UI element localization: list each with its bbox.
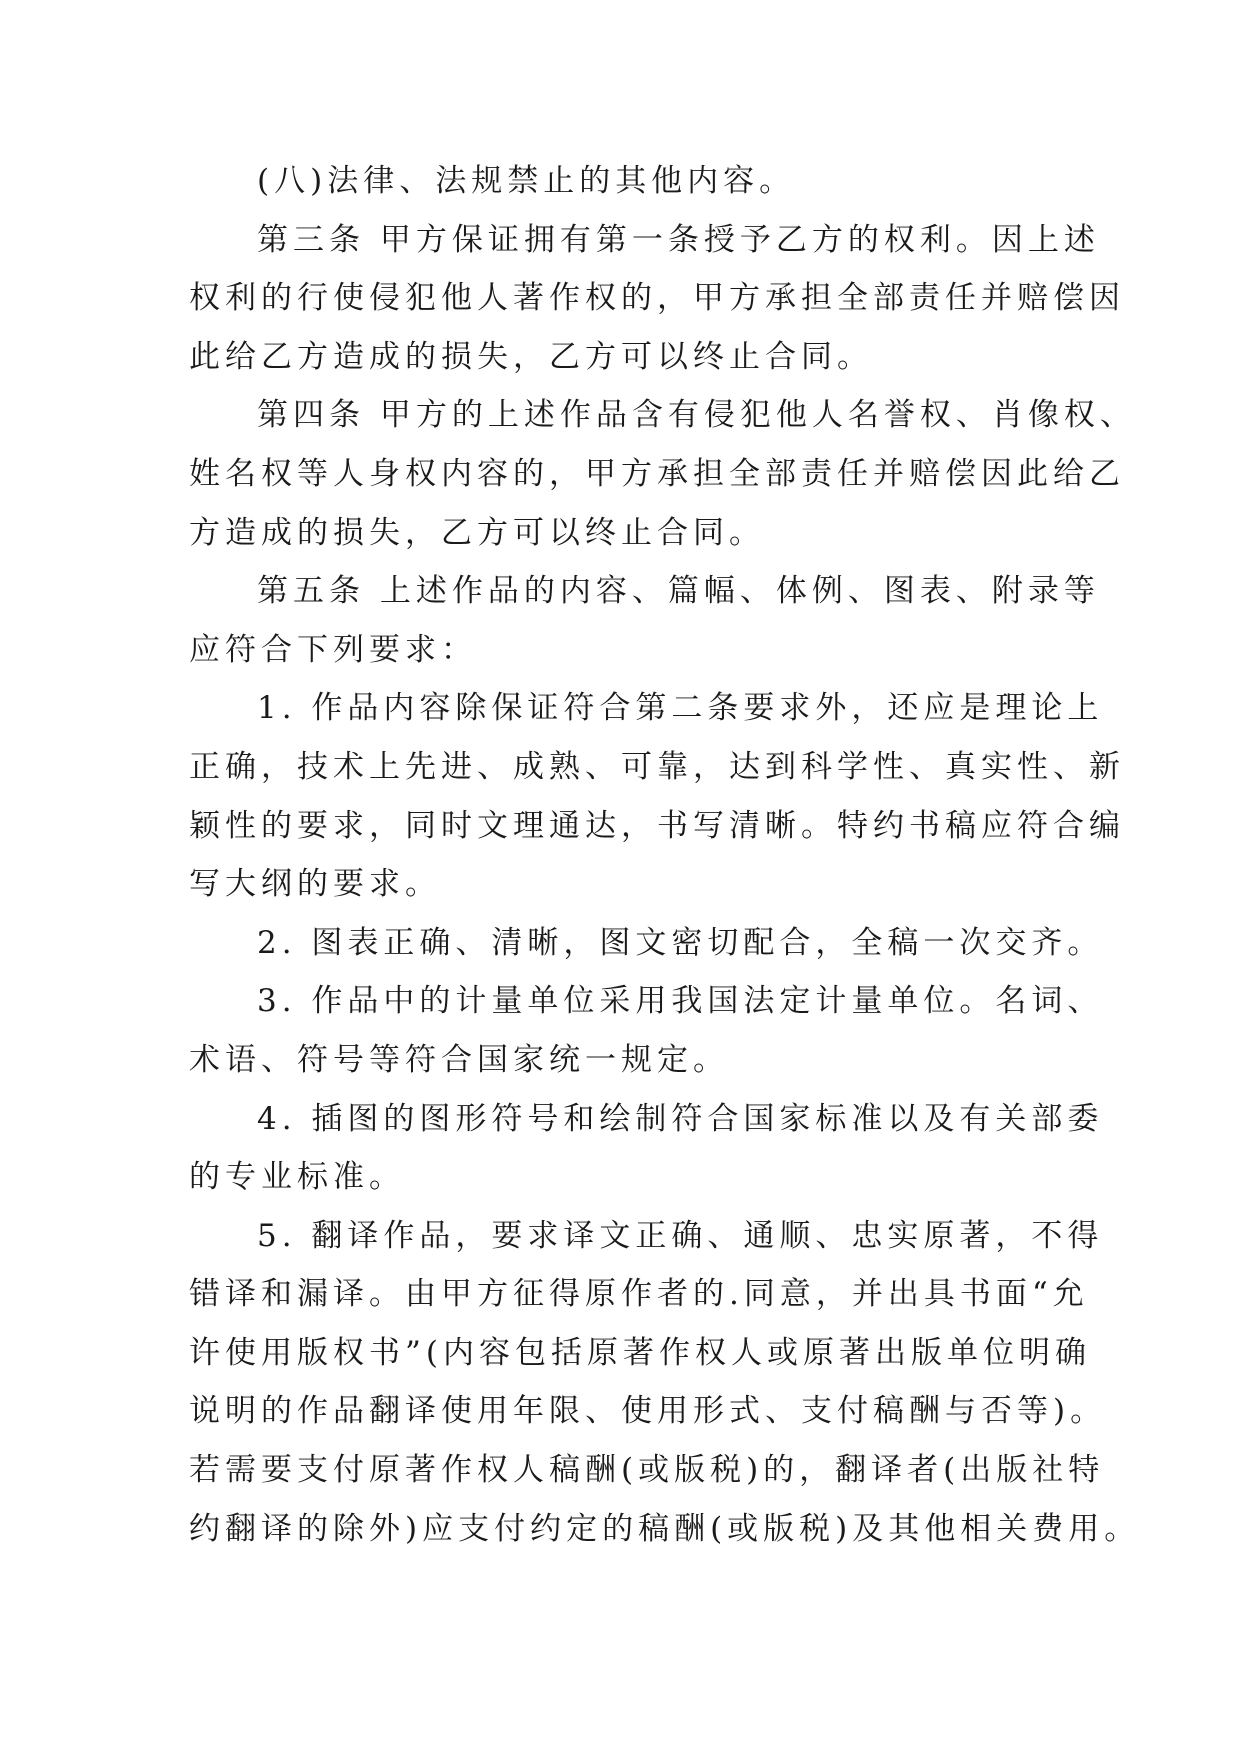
text-line: 术语、符号等符合国家统一规定。 bbox=[189, 1041, 729, 1078]
text-line: 第四条 甲方的上述作品含有侵犯他人名誉权、肖像权、 bbox=[257, 397, 1136, 434]
text-line: 错译和漏译。由甲方征得原作者的.同意，并出具书面“允 bbox=[189, 1276, 1089, 1313]
text-line: (八)法律、法规禁止的其他内容。 bbox=[257, 163, 796, 199]
text-line: 5. 翻译作品，要求译文正确、通顺、忠实原著，不得 bbox=[257, 1217, 1104, 1254]
text-line: 1. 作品内容除保证符合第二条要求外，还应是理论上 bbox=[257, 690, 1104, 727]
text-line: 4. 插图的图形符号和绘制符合国家标准以及有关部委 bbox=[257, 1100, 1104, 1137]
text-line: 的专业标准。 bbox=[189, 1159, 405, 1196]
text-line: 约翻译的除外)应支付约定的稿酬(或版税)及其他相关费用。 bbox=[189, 1510, 1141, 1547]
text-line: 权利的行使侵犯他人著作权的，甲方承担全部责任并赔偿因 bbox=[189, 280, 1125, 317]
text-line: 姓名权等人身权内容的，甲方承担全部责任并赔偿因此给乙 bbox=[189, 455, 1125, 492]
text-line: 颖性的要求，同时文理通达，书写清晰。特约书稿应符合编 bbox=[189, 807, 1125, 844]
text-line: 2. 图表正确、清晰，图文密切配合，全稿一次交齐。 bbox=[257, 924, 1104, 961]
text-line: 第三条 甲方保证拥有第一条授予乙方的权利。因上述 bbox=[257, 221, 1100, 258]
text-line: 3. 作品中的计量单位采用我国法定计量单位。名词、 bbox=[257, 983, 1104, 1020]
text-line: 说明的作品翻译使用年限、使用形式、支付稿酬与否等)。 bbox=[189, 1393, 1107, 1430]
document-body bbox=[189, 152, 1141, 1558]
text-line: 许使用版权书”(内容包括原著作权人或原著出版单位明确 bbox=[189, 1334, 1091, 1371]
text-line: 正确，技术上先进、成熟、可靠，达到科学性、真实性、新 bbox=[189, 748, 1125, 785]
text-line: 应符合下列要求： bbox=[189, 631, 477, 668]
text-line: 写大纲的要求。 bbox=[189, 866, 441, 903]
text-line: 第五条 上述作品的内容、篇幅、体例、图表、附录等 bbox=[257, 573, 1100, 610]
text-line: 若需要支付原著作权人稿酬(或版税)的，翻译者(出版社特 bbox=[189, 1452, 1105, 1489]
text-line: 方造成的损失，乙方可以终止合同。 bbox=[189, 514, 765, 551]
text-line: 此给乙方造成的损失，乙方可以终止合同。 bbox=[189, 338, 873, 375]
